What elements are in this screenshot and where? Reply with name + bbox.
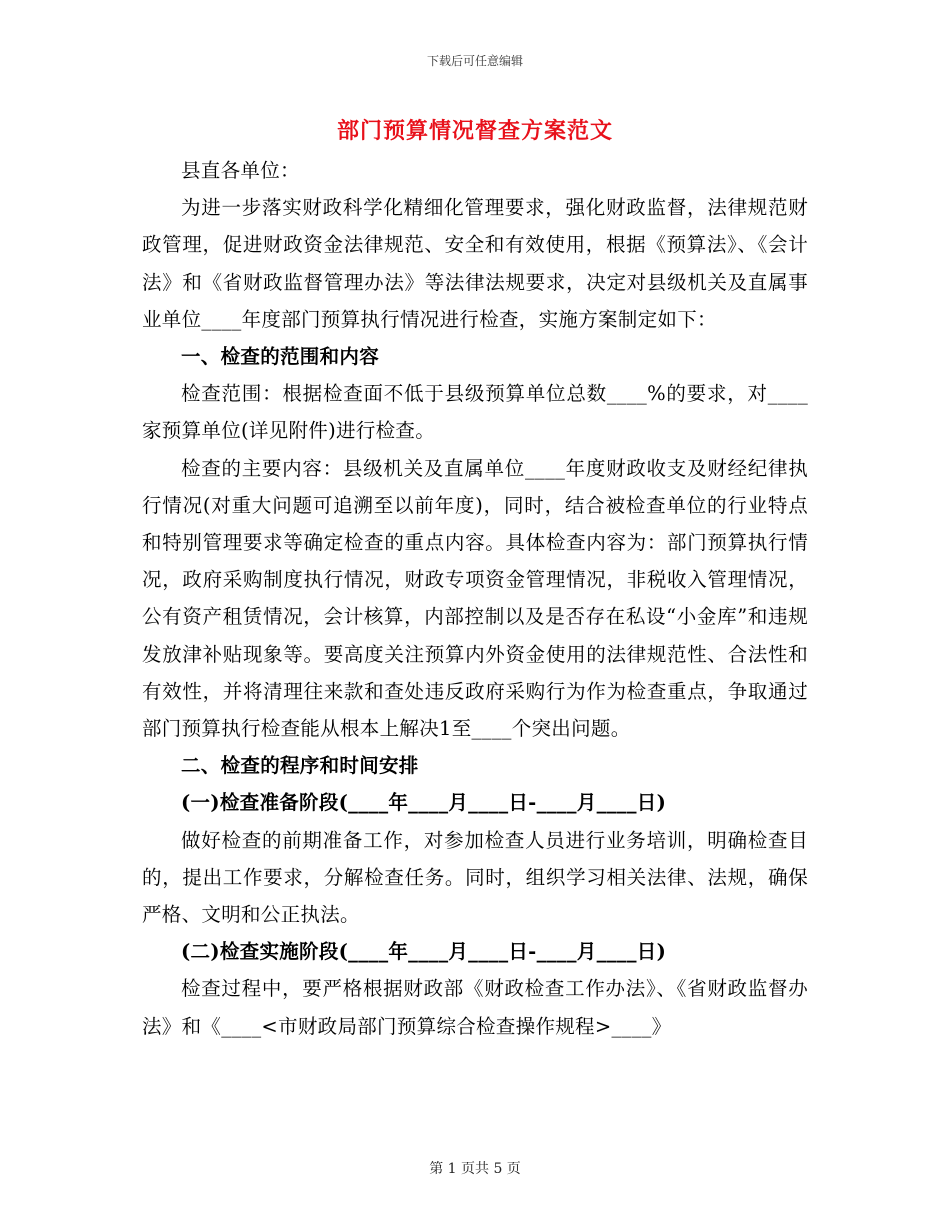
page-header-note: 下载后可任意编辑 <box>426 54 523 68</box>
salutation: 县直各单位： <box>181 159 300 182</box>
page-footer-number: 第 1 页共 5 页 <box>429 1161 521 1177</box>
subsection-heading-preparation: (一)检查准备阶段(____年____月____日-____月____日) <box>181 791 667 815</box>
section-heading-scope: 一、检查的范围和内容 <box>181 345 380 369</box>
preparation-paragraph: 做好检查的前期准备工作，对参加检查人员进行业务培训，明确检查目的，提出工作要求，分解检查任务。同时，组织学习相关法律、法规，确保严格、文明和公正执法。 <box>142 828 808 927</box>
intro-paragraph: 为进一步落实财政科学化精细化管理要求，强化财政监督，法律规范财政管理，促进财政资金法律规范、安全和有效使用，根据《预算法》、《会计法》和《省财政监督管理办法》等法律法规要求，决定对县级机关及直属事业单位____年度部门预算执行情况进行检查，实施方案制定如下： <box>142 196 808 331</box>
subsection-heading-implementation: (二)检查实施阶段(____年____月____日-____月____日) <box>181 940 667 964</box>
scope-paragraph: 检查范围：根据检查面不低于县级预算单位总数____%的要求，对____家预算单位(详见附件)进行检查。 <box>142 382 808 443</box>
document-title: 部门预算情况督查方案范文 <box>336 118 613 144</box>
document-body <box>142 152 808 1045</box>
implementation-paragraph: 检查过程中，要严格根据财政部《财政检查工作办法》、《省财政监督办法》和《____<市财政局部门预算综合检查操作规程>____》 <box>142 977 808 1038</box>
section-heading-procedure: 二、检查的程序和时间安排 <box>181 754 419 778</box>
content-paragraph: 检查的主要内容：县级机关及直属单位____年度财政收支及财经纪律执行情况(对重大问题可追溯至以前年度)，同时，结合被检查单位的行业特点和特别管理要求等确定检查的重点内容。具体检查内容为：部门预算执行情况，政府采购制度执行情况，财政专项资金管理情况，非税收入管理情况，公有资产租赁情况，会计核算，内部控制以及是否存在私设“小金库”和违规发放津补贴现象等。要高度关注预算内外资金使用的法律规范性、合法性和有效性，并将清理往来款和查处违反政府采购行为作为检查重点，争取通过部门预算执行检查能从根本上解决1至____个突出问题。 <box>142 456 808 741</box>
